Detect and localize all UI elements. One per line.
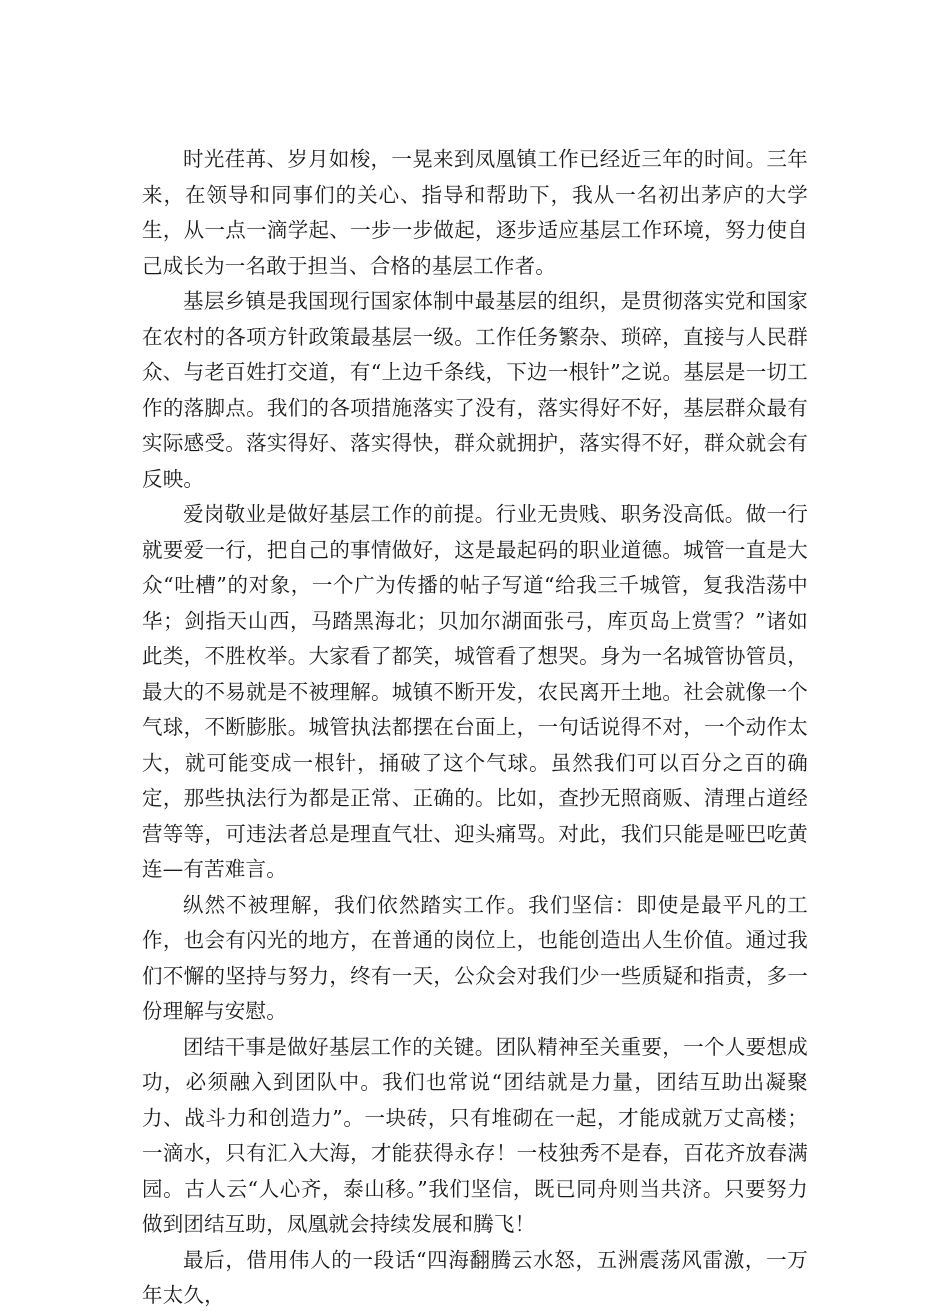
paragraph-teamwork: 团结干事是做好基层工作的关键。团队精神至关重要，一个人要想成功，必须融入到团队中。我们也常说“团结就是力量，团结互助出凝聚力、战斗力和创造力”。一块砖，只有堆砌在一起，才能成就万丈高楼；一滴水，只有汇入大海，才能获得永存！一枝独秀不是春，百花齐放春满园。古人云“人心齐，泰山移。”我们坚信，既已同舟则当共济。只要努力做到团结互助，凤凰就会持续发展和腾飞！ (142, 1034, 808, 1236)
document-body (142, 142, 808, 1314)
paragraph-intro: 时光荏苒、岁月如梭，一晃来到凤凰镇工作已经近三年的时间。三年来，在领导和同事们的关心、指导和帮助下，我从一名初出茅庐的大学生，从一点一滴学起、一步一步做起，逐步适应基层工作环境，努力使自己成长为一名敢于担当、合格的基层工作者。 (142, 147, 808, 278)
paragraph-persistence: 纵然不被理解，我们依然踏实工作。我们坚信：即使是最平凡的工作，也会有闪光的地方，在普通的岗位上，也能创造出人生价值。通过我们不懈的坚持与努力，终有一天，公众会对我们少一些质疑和指责，多一份理解与安慰。 (142, 892, 808, 1023)
paragraph-grassroots: 基层乡镇是我国现行国家体制中最基层的组织，是贯彻落实党和国家在农村的各项方针政策最基层一级。工作任务繁杂、琐碎，直接与人民群众、与老百姓打交道，有“上边千条线，下边一根针”之说。基层是一切工作的落脚点。我们的各项措施落实了没有，落实得好不好，基层群众最有实际感受。落实得好、落实得快，群众就拥护，落实得不好，群众就会有反映。 (142, 289, 808, 491)
paragraph-dedication: 爱岗敬业是做好基层工作的前提。行业无贵贱、职务没高低。做一行就要爱一行，把自己的事情做好，这是最起码的职业道德。城管一直是大众“吐槽”的对象，一个广为传播的帖子写道“给我三千城管，复我浩荡中华；剑指天山西，马踏黑海北；贝加尔湖面张弓，库页岛上赏雪？”诸如此类，不胜枚举。大家看了都笑，城管看了想哭。身为一名城管协管员，最大的不易就是不被理解。城镇不断开发，农民离开土地。社会就像一个气球，不断膨胀。城管执法都摆在台面上，一句话说得不对，一个动作太大，就可能变成一根针，捅破了这个气球。虽然我们可以百分之百的确定，那些执法行为都是正常、正确的。比如，查抄无照商贩、清理占道经营等等，可违法者总是理直气壮、迎头痛骂。对此，我们只能是哑巴吃黄连—有苦难言。 (142, 502, 808, 881)
paragraph-closing: 最后，借用伟人的一段话“四海翻腾云水怒，五洲震荡风雷激，一万年太久， (142, 1247, 808, 1307)
